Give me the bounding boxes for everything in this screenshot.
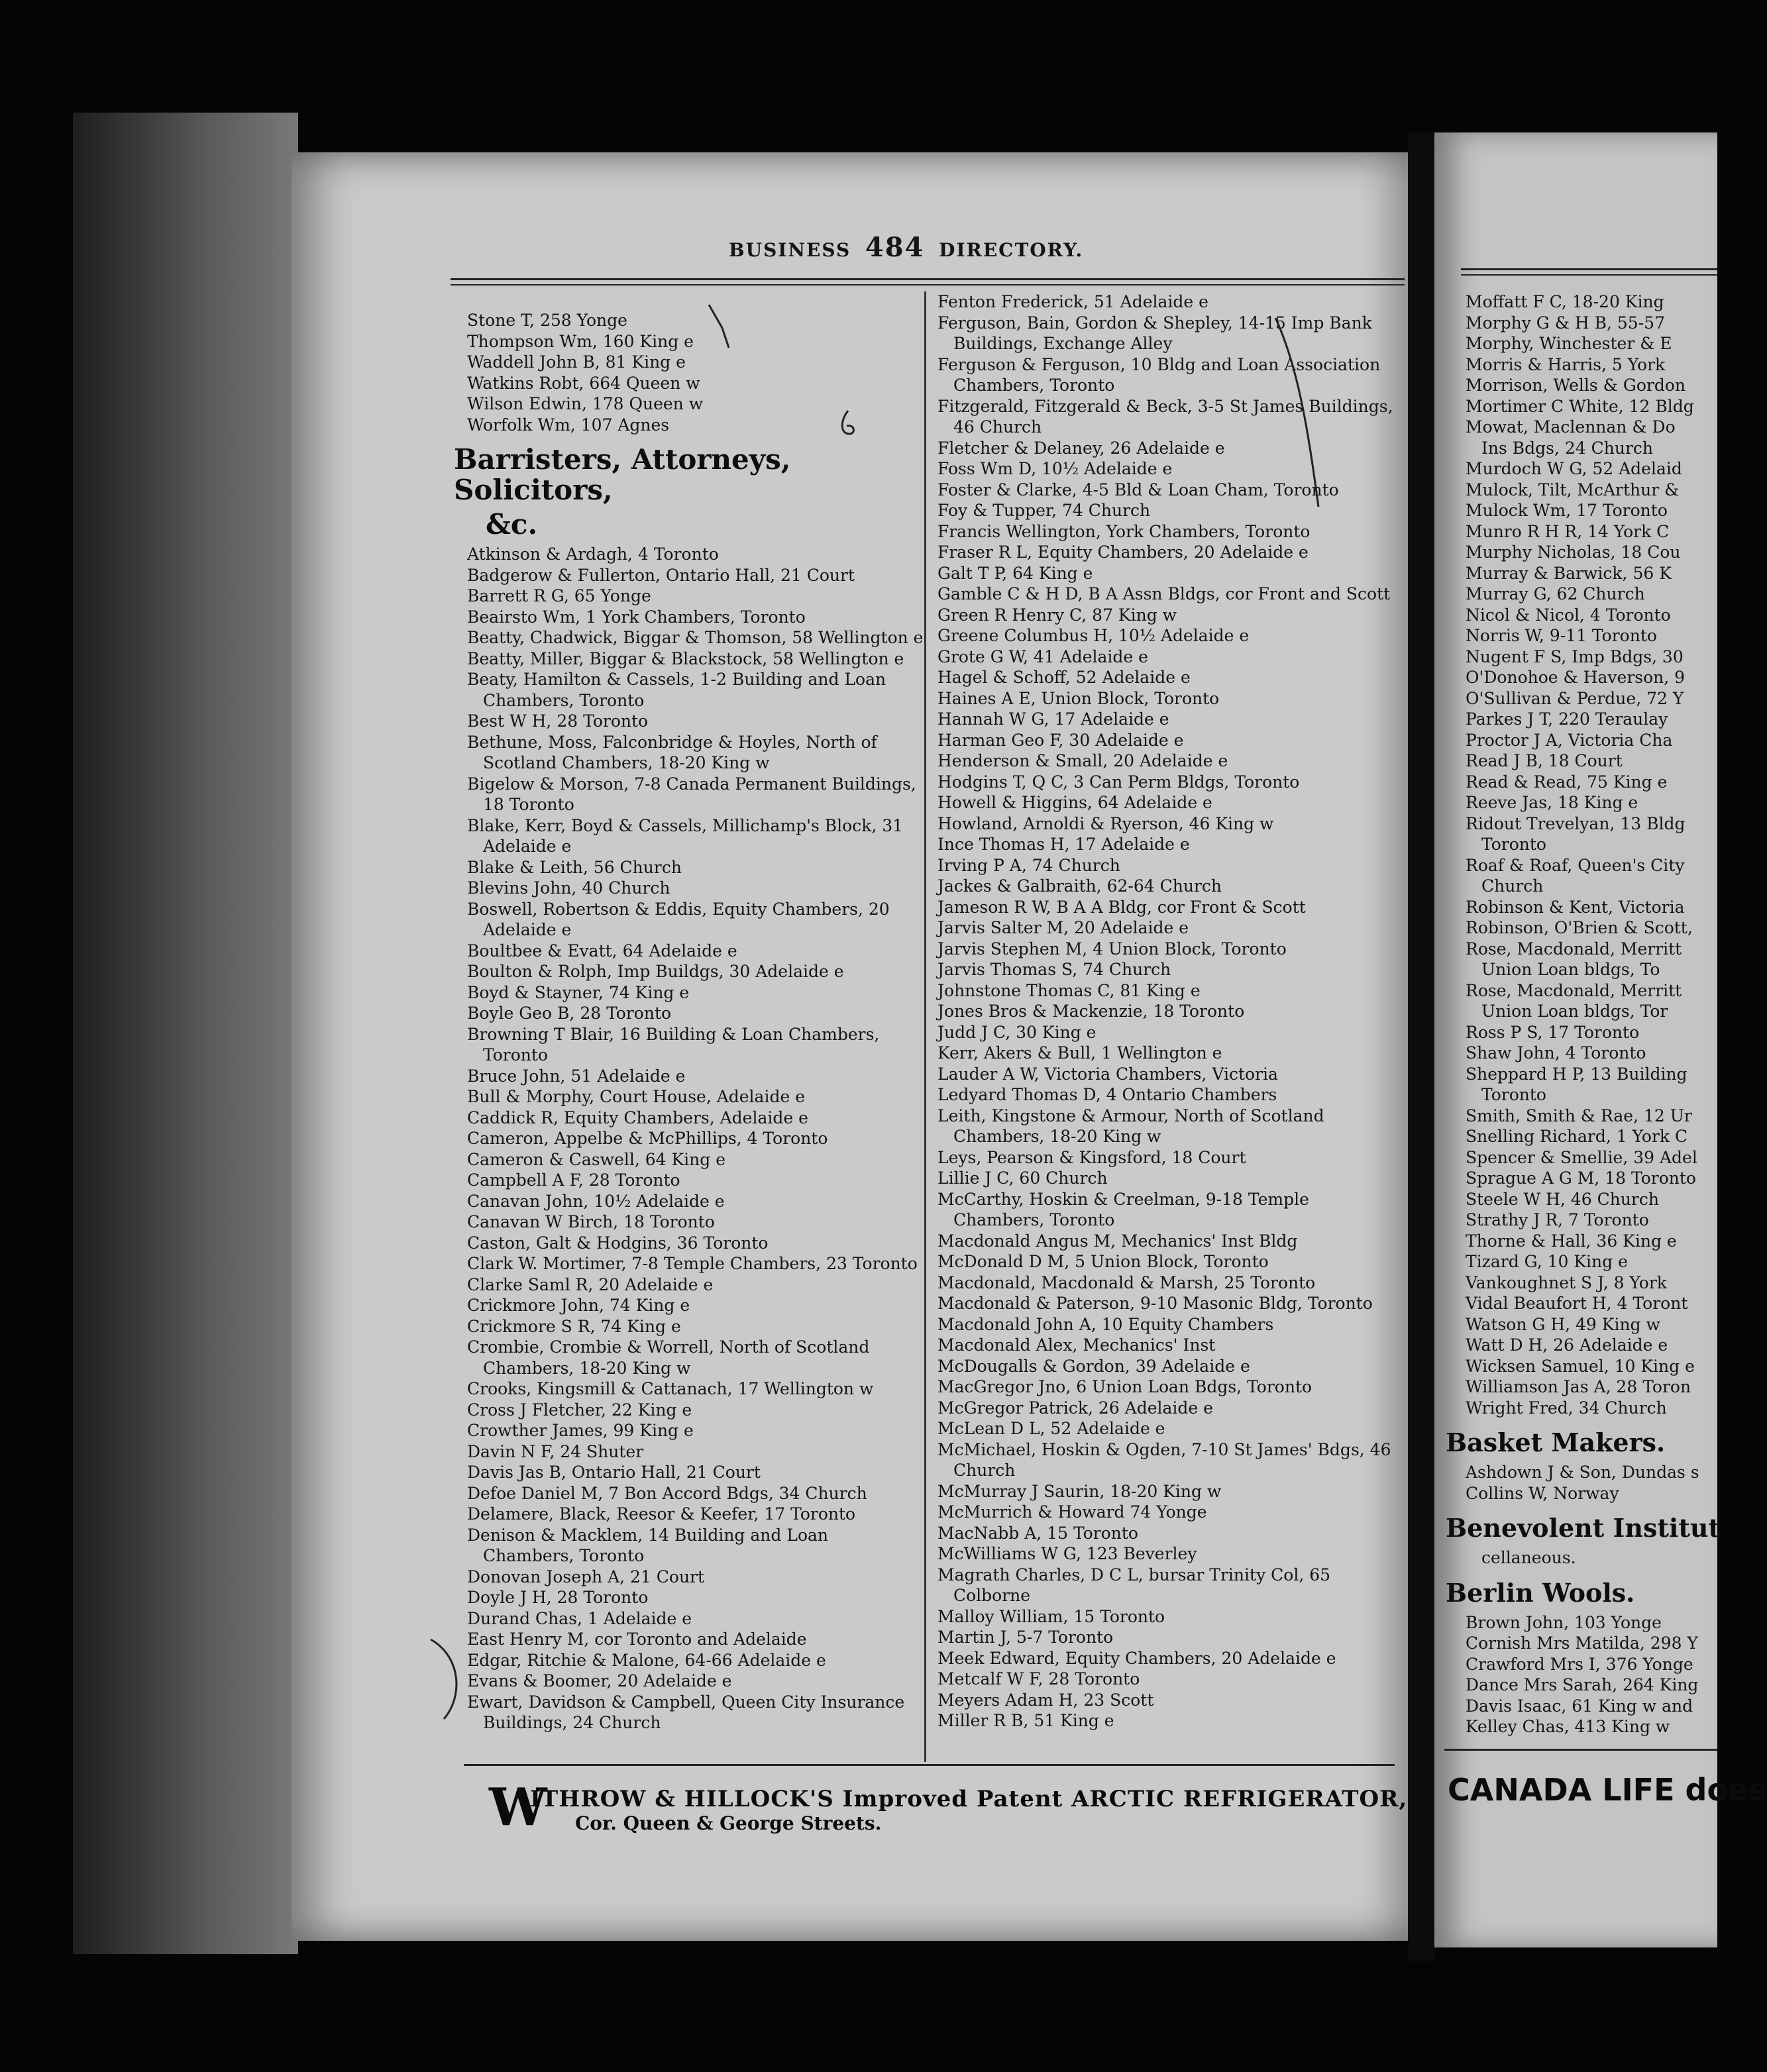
directory-entry: Crowther James, 99 King e: [467, 1421, 694, 1440]
directory-entry: Thorne & Hall, 36 King e: [1466, 1231, 1677, 1251]
directory-entry: Malloy William, 15 Toronto: [937, 1606, 1165, 1626]
directory-entry: Read & Read, 75 King e: [1466, 772, 1668, 792]
directory-entry: Cameron, Appelbe & McPhillips, 4 Toronto: [467, 1129, 828, 1148]
directory-entry: Smith, Smith & Rae, 12 Ur: [1466, 1106, 1692, 1125]
directory-entry: Denison & Macklem, 14 Building and Loan Chambers, Toronto: [467, 1525, 828, 1565]
directory-entry: McMurrich & Howard 74 Yonge: [937, 1502, 1207, 1522]
directory-entry: Leys, Pearson & Kingsford, 18 Court: [937, 1147, 1246, 1167]
directory-entry: Defoe Daniel M, 7 Bon Accord Bdgs, 34 Church: [467, 1483, 867, 1503]
directory-entry: Murray G, 62 Church: [1466, 584, 1645, 603]
page-header: [729, 232, 1083, 263]
directory-entry: McLean D L, 52 Adelaide e: [937, 1419, 1165, 1438]
directory-entry: Donovan Joseph A, 21 Court: [467, 1567, 705, 1586]
directory-entry: East Henry M, cor Toronto and Adelaide: [467, 1630, 807, 1649]
footer-rule: [464, 1764, 1395, 1769]
directory-entry: Durand Chas, 1 Adelaide e: [467, 1608, 692, 1628]
directory-entry: Macdonald Alex, Mechanics' Inst: [937, 1335, 1216, 1355]
directory-entry: Fraser R L, Equity Chambers, 20 Adelaide e: [937, 543, 1309, 562]
directory-entry: Vidal Beaufort H, 4 Toront: [1466, 1294, 1688, 1313]
directory-entry: Fletcher & Delaney, 26 Adelaide e: [937, 438, 1225, 458]
directory-entry: Roaf & Roaf, Queen's City: [1466, 855, 1685, 875]
directory-entry: Wicksen Samuel, 10 King e: [1466, 1356, 1695, 1376]
directory-entry: Kerr, Akers & Bull, 1 Wellington e: [937, 1043, 1222, 1062]
directory-entry: Ledyard Thomas D, 4 Ontario Chambers: [937, 1085, 1277, 1104]
directory-entry: Dance Mrs Sarah, 264 King: [1466, 1675, 1699, 1694]
directory-entry: Blake & Leith, 56 Church: [467, 857, 682, 877]
directory-entry: Thompson Wm, 160 King e: [467, 331, 694, 351]
directory-entry: Boulton & Rolph, Imp Buildgs, 30 Adelaide e: [467, 962, 844, 981]
directory-entry: Beaty, Hamilton & Cassels, 1-2 Building and Loan Chambers, Toronto: [467, 670, 886, 710]
directory-entry: Galt T P, 64 King e: [937, 563, 1093, 583]
directory-entry: Barrett R G, 65 Yonge: [467, 586, 651, 605]
directory-entry: Foster & Clarke, 4-5 Bld & Loan Cham, Toronto: [937, 480, 1339, 499]
directory-entry: Toronto: [1481, 835, 1546, 854]
directory-entry: Ewart, Davidson & Campbell, Queen City Insurance Buildings, 24 Church: [467, 1692, 905, 1732]
barristers-entries-right: [1466, 291, 1717, 1418]
directory-entry: Ins Bdgs, 24 Church: [1481, 438, 1653, 458]
section-heading-barristers-cont: &c.: [486, 508, 538, 541]
directory-entry: Macdonald John A, 10 Equity Chambers: [937, 1314, 1274, 1334]
pencil-mark-line: [1272, 315, 1325, 513]
directory-entry: Tizard G, 10 King e: [1466, 1252, 1628, 1271]
section-heading-berlin-wools: Berlin Wools.: [1446, 1577, 1635, 1608]
directory-entry: Macdonald Angus M, Mechanics' Inst Bldg: [937, 1231, 1298, 1251]
directory-entry: Mortimer C White, 12 Bldg: [1466, 396, 1694, 416]
section-heading-basket-makers: Basket Makers.: [1446, 1427, 1666, 1457]
directory-entry: Kelley Chas, 413 King w: [1466, 1717, 1670, 1736]
directory-entry: MacNabb A, 15 Toronto: [937, 1523, 1138, 1543]
directory-entry: Haines A E, Union Block, Toronto: [937, 688, 1220, 708]
header-rule-right: [1461, 268, 1717, 276]
directory-entry: Clark W. Mortimer, 7-8 Temple Chambers, 23 Toronto: [467, 1254, 918, 1273]
directory-entry: Watkins Robt, 664 Queen w: [467, 373, 700, 393]
directory-entry: Morris & Harris, 5 York: [1466, 354, 1666, 374]
directory-entry: O'Sullivan & Perdue, 72 Y: [1466, 688, 1684, 708]
directory-entry: Foy & Tupper, 74 Church: [937, 501, 1151, 520]
pencil-mark-numeral: [835, 407, 861, 440]
directory-entry: Robinson, O'Brien & Scott,: [1466, 918, 1693, 937]
directory-entry: Ridout Trevelyan, 13 Bldg: [1466, 813, 1686, 833]
header-left: BUSINESS: [729, 239, 851, 261]
directory-entry: Snelling Richard, 1 York C: [1466, 1127, 1688, 1146]
directory-entry: Metcalf W F, 28 Toronto: [937, 1669, 1140, 1688]
directory-entry: Ashdown J & Son, Dundas s: [1466, 1463, 1699, 1482]
directory-entry: Boyle Geo B, 28 Toronto: [467, 1004, 672, 1023]
directory-entry: Boswell, Robertson & Eddis, Equity Chambers, 20 Adelaide e: [467, 899, 890, 939]
directory-entry: Union Loan bldgs, Tor: [1481, 1002, 1668, 1021]
directory-entry: Francis Wellington, York Chambers, Toronto: [937, 521, 1311, 541]
directory-entry: McGregor Patrick, 26 Adelaide e: [937, 1398, 1213, 1418]
directory-entry: Crickmore S R, 74 King e: [467, 1316, 681, 1336]
directory-entry: Shaw John, 4 Toronto: [1466, 1043, 1646, 1062]
directory-entry: Williamson Jas A, 28 Toron: [1466, 1377, 1691, 1396]
header-rule: [451, 278, 1405, 285]
directory-entry: Best W H, 28 Toronto: [467, 711, 649, 731]
directory-entry: Lauder A W, Victoria Chambers, Victoria: [937, 1064, 1278, 1084]
directory-entry: McMichael, Hoskin & Ogden, 7-10 St James' Bdgs, 46 Church: [937, 1439, 1391, 1480]
barristers-entries: [467, 544, 924, 1734]
directory-entry: Vankoughnet S J, 8 York: [1466, 1272, 1667, 1292]
directory-entry: Read J B, 18 Court: [1466, 751, 1623, 770]
directory-entry: Caddick R, Equity Chambers, Adelaide e: [467, 1108, 808, 1127]
directory-entry: Robinson & Kent, Victoria: [1466, 897, 1685, 917]
directory-entry: Wilson Edwin, 178 Queen w: [467, 394, 704, 413]
column-1: [454, 310, 924, 1734]
directory-entry: Badgerow & Fullerton, Ontario Hall, 21 Court: [467, 565, 855, 585]
directory-entry: Hannah W G, 17 Adelaide e: [937, 709, 1169, 729]
directory-entry: Rose, Macdonald, Merritt: [1466, 980, 1682, 1000]
ad-line-1: ITHROW & HILLOCK'S Improved Patent ARCTIC REFRIGERATOR,: [530, 1786, 1408, 1812]
directory-entry: Fenton Frederick, 51 Adelaide e: [937, 292, 1208, 311]
directory-entry: Cameron & Caswell, 64 King e: [467, 1149, 726, 1169]
directory-entry: Crooks, Kingsmill & Cattanach, 17 Wellington w: [467, 1379, 874, 1398]
directory-entry: Gamble C & H D, B A Assn Bldgs, cor Front and Scott: [937, 584, 1391, 603]
advertisement-canada-life: CANADA LIFE does: [1448, 1772, 1767, 1808]
directory-entry: Jarvis Salter M, 20 Adelaide e: [937, 918, 1189, 937]
directory-entry: Toronto: [1481, 1085, 1546, 1104]
directory-entry: Cornish Mrs Matilda, 298 Y: [1466, 1633, 1698, 1653]
directory-entry: Canavan John, 10½ Adelaide e: [467, 1191, 725, 1211]
benevolent-sub: cellaneous.: [1481, 1548, 1576, 1567]
directory-entry: Watt D H, 26 Adelaide e: [1466, 1335, 1668, 1355]
directory-entry: Cross J Fletcher, 22 King e: [467, 1400, 692, 1420]
directory-entry: Beatty, Chadwick, Biggar & Thomson, 58 Wellington e: [467, 628, 924, 647]
directory-entry: Munro R H R, 14 York C: [1466, 521, 1670, 541]
directory-entry: Mowat, Maclennan & Do: [1466, 417, 1676, 437]
directory-entry: Atkinson & Ardagh, 4 Toronto: [467, 544, 719, 564]
directory-entry: Moffatt F C, 18-20 King: [1466, 292, 1664, 311]
directory-entry: Waddell John B, 81 King e: [467, 352, 686, 372]
directory-entry: Howell & Higgins, 64 Adelaide e: [937, 793, 1212, 812]
directory-entry: Canavan W Birch, 18 Toronto: [467, 1212, 715, 1231]
footer-rule-right: [1444, 1749, 1717, 1754]
directory-entry: Nugent F S, Imp Bdgs, 30: [1466, 647, 1684, 666]
directory-entry: Leith, Kingstone & Armour, North of Scotland Chambers, 18-20 King w: [937, 1106, 1324, 1146]
directory-entry: Bethune, Moss, Falconbridge & Hoyles, North of Scotland Chambers, 18-20 King w: [467, 732, 877, 772]
directory-entry: Jackes & Galbraith, 62-64 Church: [937, 876, 1222, 896]
page-number: 484: [865, 232, 925, 263]
directory-entry: Jarvis Thomas S, 74 Church: [937, 960, 1171, 979]
directory-entry: Morphy G & H B, 55-57: [1466, 313, 1665, 333]
directory-entry: Reeve Jas, 18 King e: [1466, 793, 1638, 812]
directory-entry: Doyle J H, 28 Toronto: [467, 1588, 649, 1607]
directory-entry: Hagel & Schoff, 52 Adelaide e: [937, 668, 1191, 687]
directory-entry: Henderson & Small, 20 Adelaide e: [937, 751, 1228, 770]
directory-entry: Parkes J T, 220 Teraulay: [1466, 709, 1668, 729]
ad-initial: W: [489, 1777, 547, 1838]
directory-entry: Bruce John, 51 Adelaide e: [467, 1066, 686, 1086]
book-page-edges: [73, 113, 298, 1954]
directory-entry: O'Donohoe & Haverson, 9: [1466, 668, 1686, 687]
directory-entry: Martin J, 5-7 Toronto: [937, 1628, 1114, 1647]
directory-entry: Blevins John, 40 Church: [467, 878, 670, 898]
directory-entry: Magrath Charles, D C L, bursar Trinity Col, 65 Colborne: [937, 1565, 1331, 1605]
ad-line-2: Cor. Queen & George Streets.: [575, 1812, 882, 1834]
header-right: DIRECTORY.: [939, 239, 1084, 261]
directory-entry: Davin N F, 24 Shuter: [467, 1441, 644, 1461]
directory-entry: Bull & Morphy, Court House, Adelaide e: [467, 1087, 805, 1106]
directory-entry: Wright Fred, 34 Church: [1466, 1398, 1667, 1418]
directory-entry: Jones Bros & Mackenzie, 18 Toronto: [937, 1002, 1245, 1021]
directory-entry: Blake, Kerr, Boyd & Cassels, Millichamp's Block, 31 Adelaide e: [467, 815, 904, 856]
column-3: [1446, 291, 1721, 1737]
directory-entry: Browning T Blair, 16 Building & Loan Chambers, Toronto: [467, 1024, 880, 1064]
directory-entry: Johnstone Thomas C, 81 King e: [937, 980, 1201, 1000]
directory-entry: Campbell A F, 28 Toronto: [467, 1170, 680, 1190]
directory-entry: Boultbee & Evatt, 64 Adelaide e: [467, 941, 737, 960]
directory-entry: McDonald D M, 5 Union Block, Toronto: [937, 1252, 1269, 1271]
directory-entry: Ince Thomas H, 17 Adelaide e: [937, 835, 1190, 854]
directory-entry: Grote G W, 41 Adelaide e: [937, 647, 1148, 666]
directory-entry: Boyd & Stayner, 74 King e: [467, 982, 690, 1002]
directory-entry: Irving P A, 74 Church: [937, 855, 1120, 875]
directory-entry: Jarvis Stephen M, 4 Union Block, Toronto: [937, 939, 1287, 958]
directory-entry: Crickmore John, 74 King e: [467, 1296, 690, 1315]
section-heading-benevolent: Benevolent Institut: [1446, 1513, 1721, 1543]
directory-entry: McCarthy, Hoskin & Creelman, 9-18 Temple Chambers, Toronto: [937, 1189, 1309, 1229]
directory-entry: Mulock, Tilt, McArthur &: [1466, 480, 1680, 499]
directory-entry: Rose, Macdonald, Merritt: [1466, 939, 1682, 958]
directory-entry: Foss Wm D, 10½ Adelaide e: [937, 459, 1173, 478]
directory-entry: Meyers Adam H, 23 Scott: [937, 1690, 1154, 1710]
directory-entry: Green R Henry C, 87 King w: [937, 605, 1177, 625]
column-2: [937, 291, 1401, 1732]
directory-entry: Union Loan bldgs, To: [1481, 960, 1660, 979]
directory-entry: Bigelow & Morson, 7-8 Canada Permanent Buildings, 18 Toronto: [467, 774, 916, 814]
directory-entry: Clarke Saml R, 20 Adelaide e: [467, 1274, 714, 1294]
directory-entry: Lillie J C, 60 Church: [937, 1168, 1108, 1188]
directory-entry: Caston, Galt & Hodgins, 36 Toronto: [467, 1233, 769, 1253]
column-divider: [924, 291, 926, 1762]
directory-entry: Sheppard H P, 13 Building: [1466, 1064, 1687, 1084]
directory-entry: Crawford Mrs I, 376 Yonge: [1466, 1654, 1693, 1674]
directory-entry: Miller R B, 51 King e: [937, 1711, 1114, 1730]
directory-entry: Mulock Wm, 17 Toronto: [1466, 501, 1668, 520]
directory-entry: McMurray J Saurin, 18-20 King w: [937, 1481, 1222, 1501]
directory-entry: Brown John, 103 Yonge: [1466, 1612, 1662, 1632]
directory-entry: Beairsto Wm, 1 York Chambers, Toronto: [467, 607, 806, 627]
directory-entry: Beatty, Miller, Biggar & Blackstock, 58 Wellington e: [467, 648, 904, 668]
directory-entry: Evans & Boomer, 20 Adelaide e: [467, 1671, 732, 1690]
directory-entry: Worfolk Wm, 107 Agnes: [467, 415, 670, 435]
directory-entry: Meek Edward, Equity Chambers, 20 Adelaide e: [937, 1648, 1336, 1668]
section-heading-barristers: Barristers, Attorneys, Solicitors,: [454, 443, 791, 506]
directory-entry: Nicol & Nicol, 4 Toronto: [1466, 605, 1671, 625]
directory-entry: Fitzgerald, Fitzgerald & Beck, 3-5 St James Buildings, 46 Church: [937, 396, 1393, 437]
directory-entry: Macdonald, Macdonald & Marsh, 25 Toronto: [937, 1272, 1316, 1292]
directory-entry: MacGregor Jno, 6 Union Loan Bdgs, Toronto: [937, 1377, 1312, 1396]
directory-entry: Murray & Barwick, 56 K: [1466, 563, 1672, 583]
directory-entry: Murdoch W G, 52 Adelaid: [1466, 459, 1682, 478]
directory-entry: Collins W, Norway: [1466, 1483, 1619, 1503]
directory-entry: McWilliams W G, 123 Beverley: [937, 1544, 1197, 1563]
directory-entry: McDougalls & Gordon, 39 Adelaide e: [937, 1356, 1250, 1376]
directory-entry: Howland, Arnoldi & Ryerson, 46 King w: [937, 813, 1274, 833]
berlin-wools-entries: [1466, 1612, 1717, 1737]
directory-entry: Harman Geo F, 30 Adelaide e: [937, 730, 1184, 750]
directory-entry: Delamere, Black, Reesor & Keefer, 17 Toronto: [467, 1504, 856, 1524]
directory-entry: Stone T, 258 Yonge: [467, 311, 627, 330]
directory-entry: Crombie, Crombie & Worrell, North of Scotland Chambers, 18-20 King w: [467, 1337, 870, 1378]
directory-entry: Davis Isaac, 61 King w and: [1466, 1696, 1693, 1716]
pencil-mark-check: [702, 301, 742, 354]
directory-entry: Church: [1481, 876, 1544, 896]
book-gutter: [1408, 132, 1434, 1961]
barristers-entries-cont: [937, 291, 1401, 1732]
directory-entry: Ferguson, Bain, Gordon & Shepley, 14-15 Imp Bank Buildings, Exchange Alley: [937, 313, 1372, 353]
directory-entry: Watson G H, 49 King w: [1466, 1314, 1660, 1334]
directory-entry: Macdonald & Paterson, 9-10 Masonic Bldg, Toronto: [937, 1294, 1373, 1313]
directory-entry: Greene Columbus H, 10½ Adelaide e: [937, 626, 1250, 645]
directory-entry: Ross P S, 17 Toronto: [1466, 1022, 1640, 1042]
directory-entry: Steele W H, 46 Church: [1466, 1189, 1659, 1209]
directory-entry: Sprague A G M, 18 Toronto: [1466, 1168, 1696, 1188]
directory-entry: Spencer & Smellie, 39 Adel: [1466, 1147, 1697, 1167]
basket-makers-entries: [1466, 1462, 1717, 1504]
directory-entry: Jameson R W, B A A Bldg, cor Front & Scott: [937, 897, 1306, 917]
directory-entry: Davis Jas B, Ontario Hall, 21 Court: [467, 1463, 761, 1482]
directory-entry: Morrison, Wells & Gordon: [1466, 376, 1686, 395]
directory-entry: Edgar, Ritchie & Malone, 64-66 Adelaide e: [467, 1650, 826, 1670]
directory-entry: Hodgins T, Q C, 3 Can Perm Bldgs, Toronto: [937, 772, 1300, 792]
directory-entry: Proctor J A, Victoria Cha: [1466, 730, 1673, 750]
directory-entry: Ferguson & Ferguson, 10 Bldg and Loan Association Chambers, Toronto: [937, 354, 1381, 395]
directory-entry: Norris W, 9-11 Toronto: [1466, 626, 1657, 645]
directory-entry: Murphy Nicholas, 18 Cou: [1466, 543, 1681, 562]
directory-entry: Morphy, Winchester & E: [1466, 334, 1672, 353]
directory-entry: Strathy J R, 7 Toronto: [1466, 1210, 1649, 1229]
pencil-mark-bracket: [424, 1636, 470, 1722]
directory-entry: Judd J C, 30 King e: [937, 1022, 1097, 1042]
